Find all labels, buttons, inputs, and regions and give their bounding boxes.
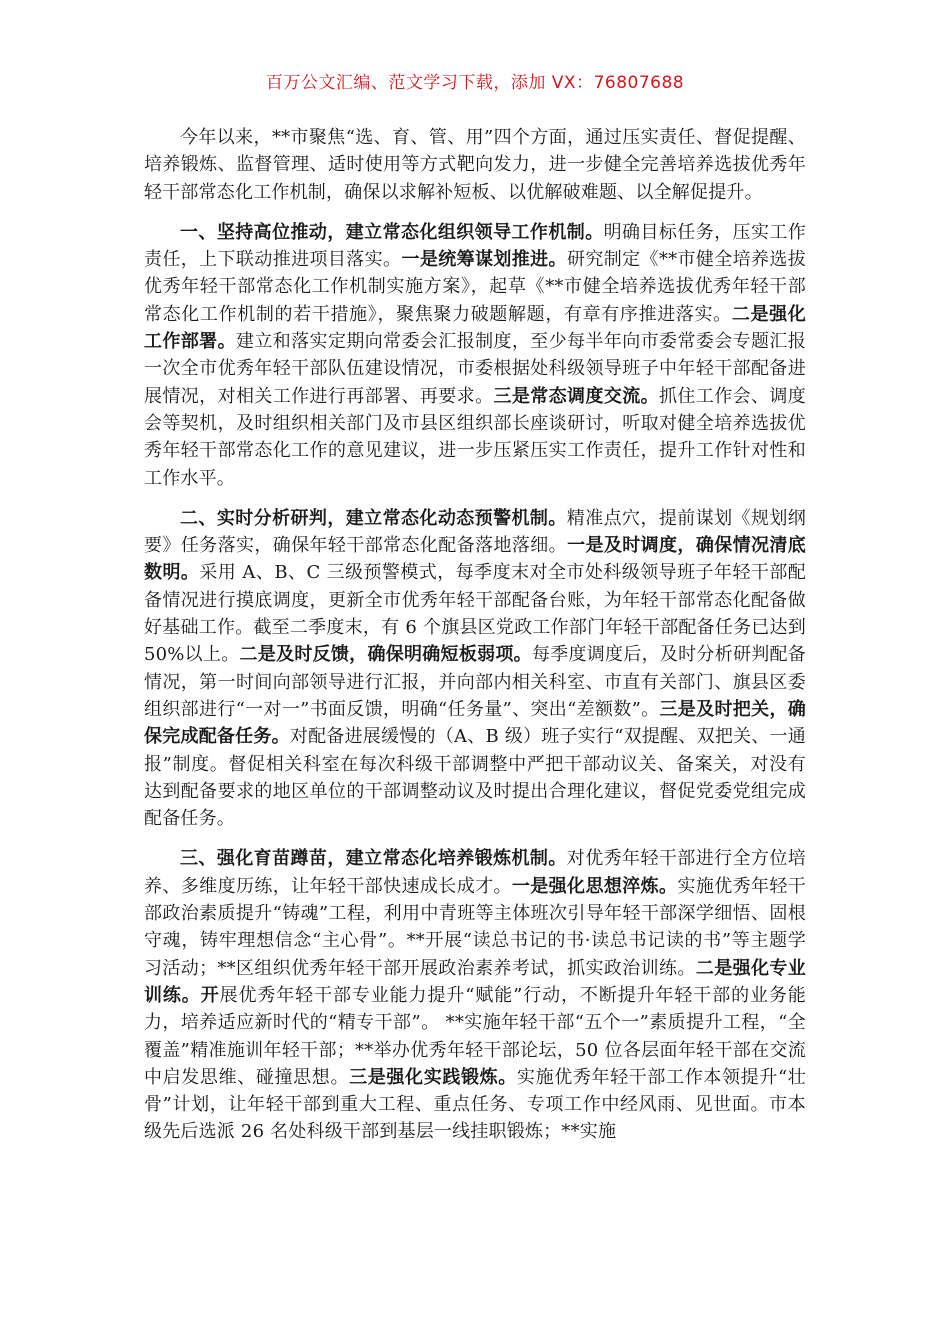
header-banner: 百万公文汇编、范文学习下载，添加 VX：76807688 (265, 73, 685, 93)
text-run: 建立和落实定期向常委会汇报制度，至少每半年向市委常委会专题汇报一次全市优秀年轻干部队伍建设情况，市委根据处科级领导班子中年轻干部配备进展情况，对相关工作进行再部署、再要求。 (144, 331, 807, 407)
text-run: 展优秀年轻干部专业能力提升“赋能”行动，不断提升年轻干部的业务能力，培养适应新时代的“精专干部”。 **实施年轻干部“五个一”素质提升工程，“全覆盖”精准施训年轻干部；**举办优秀年轻干部论坛，50 位各层面年轻干部在交流中启发思维、碰撞思想。 (144, 984, 806, 1088)
text-run: 对优秀年轻干部进行全方位培养、多维度历练，让年轻干部快速成长成才。 (144, 848, 806, 897)
text-run: 实施优秀年轻干部政治素质提升“铸魂”工程，利用中青班等主体班次引导年轻干部深学细悟、固根守魂，铸牢理想信念“主心骨”。**开展“读总书记的书·读总书记读的书”等主题学习活动；**区组织优秀年轻干部开展政治素养考试，抓实政治训练。 (144, 875, 806, 979)
subpoint-heading: 二是强化工作部署。 (144, 303, 806, 353)
text-run: 今年以来，**市聚焦“选、育、管、用”四个方面，通过压实责任、督促提醒、培养锻炼、监督管理、适时使用等方式靶向发力，进一步健全完善培养选拔优秀年轻干部常态化工作机制，确保以求解补短板、以优解破难题、以全解促提升。 (144, 127, 806, 203)
text-run: 实施优秀年轻干部工作本领提升“壮骨”计划，让年轻干部到重大工程、重点任务、专项工作中经风雨、见世面。市本级先后选派 26 名处科级干部到基层一线挂职锻炼；**实施 (144, 1066, 806, 1143)
document-body (144, 124, 806, 1159)
text-run: 每季度调度后，及时分析研判配备情况，第一时间向部领导进行汇报，并向部内相关科室、市直有关部门、旗县区委组织部进行“一对一”书面反馈，明确“任务量”、突出“差额数”。 (144, 644, 806, 720)
section-heading: 三、强化育苗蹲苗，建立常态化培养锻炼机制。 (180, 848, 567, 870)
subpoint-heading: 一是强化思想淬炼。 (511, 875, 678, 897)
text-run: 抓住工作会、调度会等契机，及时组织相关部门及市县区组织部长座谈研讨，听取对健全培养选拔优秀年轻干部常态化工作的意见建议，进一步压紧压实工作责任，提升工作针对性和工作水平。 (144, 385, 806, 489)
paragraph-section-2 (144, 505, 806, 833)
section-heading: 二、实时分析研判，建立常态化动态预警机制。 (180, 507, 567, 529)
subpoint-heading: 三是常态调度交流。 (493, 385, 660, 407)
paragraph-section-3 (144, 845, 806, 1145)
text-run: 对配备进展缓慢的（A、B 级）班子实行“双提醒、双把关、一通报”制度。督促相关科室在每次科级干部调整中严把干部动议关、备案关，对没有达到配备要求的地区单位的干部调整动议及时提出合理化建议，督促党委党组完成配备任务。 (144, 726, 806, 830)
text-run: 研究制定《**市健全培养选拔优秀年轻干部常态化工作机制实施方案》，起草《**市健全培养选拔优秀年轻干部常态化工作机制的若干措施》，聚焦聚力破题解题，有章有序推进落实。 (144, 249, 806, 325)
subpoint-heading: 三是强化实践锻炼。 (349, 1066, 517, 1088)
subpoint-heading: 三是及时把关，确保完成配备任务。 (144, 698, 806, 748)
paragraph-section-1 (144, 219, 806, 492)
section-heading: 一、坚持高位推动，建立常态化组织领导工作机制。 (180, 221, 604, 243)
subpoint-heading: 二是及时反馈，确保明确短板弱项。 (239, 644, 532, 666)
subpoint-heading: 一是统筹谋划推进。 (401, 249, 567, 271)
text-run: 采用 A、B、C 三级预警模式，每季度末对全市处科级领导班子年轻干部配备情况进行摸底调度，更新全市优秀年轻干部配备台账，为年轻干部常态化配备做好基础工作。截至二季度末，有 6 个旗县区党政工作部门年轻干部配备任务已达到 50%以上。 (144, 562, 806, 666)
text-run: 明确目标任务，压实工作责任，上下联动推进项目落实。 (144, 221, 806, 271)
subpoint-heading: 一是及时调度，确保情况清底数明。 (144, 535, 806, 584)
subpoint-heading: 二是强化专业训练。开 (144, 957, 806, 1006)
text-run: 精准点穴，提前谋划《规划纲要》任务落实，确保年轻干部常态化配备落地落细。 (144, 507, 806, 557)
paragraph-intro (144, 124, 806, 206)
